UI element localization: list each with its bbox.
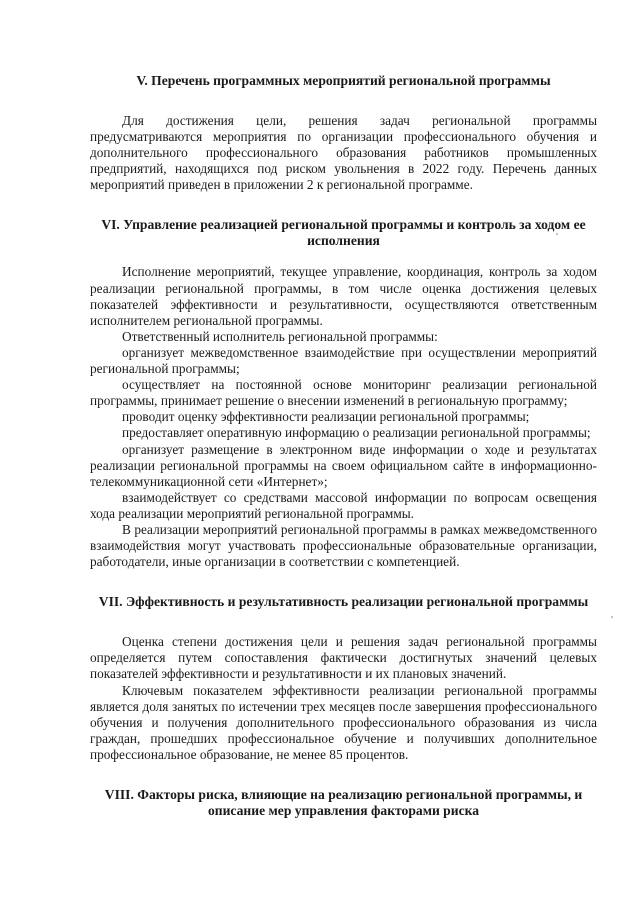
section-6-list-item: предоставляет оперативную информацию о реализации региональной программы; [122, 425, 591, 441]
scan-speck [556, 233, 558, 235]
scan-speck [611, 616, 613, 618]
section-5-paragraph: Для достижения цели, решения задач региональной программы предусматриваются мероприятия по организации профессионального обучения и дополнительного профессионального образования работников промышленных предприятий, находящихся под риском увольнения в 2022 году. Перечень данных мероприятий приведен в приложении 2 к региональной программе. [90, 113, 597, 193]
section-7-paragraph: Ключевым показателем эффективности реализации региональной программы является доля занятых по истечении трех месяцев после завершения профессионального обучения и получения дополнительного профессионального образования из числа граждан, прошедших профессиональное обучение и получивших дополнительное профессиональное образование, не менее 85 процентов. [90, 682, 597, 762]
section-8-heading: VIII. Факторы риска, влияющие на реализацию региональной программы, и описание мер управления факторами риска [104, 787, 583, 818]
section-6-list-item: взаимодействует со средствами массовой информации по вопросам освещения хода реализации мероприятий региональной программы. [90, 489, 597, 521]
section-6-list-item: организует размещение в электронном виде информации о ходе и результатах реализации региональной программы на своем официальном сайте в информационно-телекоммуникационной сети «Интернет»; [90, 441, 597, 489]
section-7-paragraph: Оценка степени достижения цели и решения задач региональной программы определяется путем сопоставления фактически достигнутых значений целевых показателей эффективности и результативности и их плановых значений. [90, 634, 597, 682]
section-6-list-item: проводит оценку эффективности реализации региональной программы; [122, 409, 530, 425]
section-6-paragraph: Исполнение мероприятий, текущее управление, координация, контроль за ходом реализации региональной программы, в том числе оценка достижения целевых показателей эффективности и результативности, осуществляются ответственным исполнителем региональной программы. [90, 264, 597, 328]
section-6-paragraph: Ответственный исполнитель региональной программы: [122, 328, 438, 344]
section-7-heading: VII. Эффективность и результативность реализации региональной программы [98, 594, 589, 610]
section-6-list-item: осуществляет на постоянной основе мониторинг реализации региональной программы, принимает решение о внесении изменений в региональную программу; [90, 377, 597, 409]
document-body [90, 73, 597, 819]
section-6-heading: VI. Управление реализацией региональной программы и контроль за ходом ее исполнения [101, 217, 586, 249]
section-6-list-item: организует межведомственное взаимодействие при осуществлении мероприятий региональной программы; [90, 344, 597, 377]
section-5-heading: V. Перечень программных мероприятий региональной программы [136, 73, 551, 88]
section-6-paragraph: В реализации мероприятий региональной программы в рамках межведомственного взаимодействия могут участвовать профессиональные образовательные организации, работодатели, иные организации в соответствии с компетенцией. [90, 521, 597, 570]
